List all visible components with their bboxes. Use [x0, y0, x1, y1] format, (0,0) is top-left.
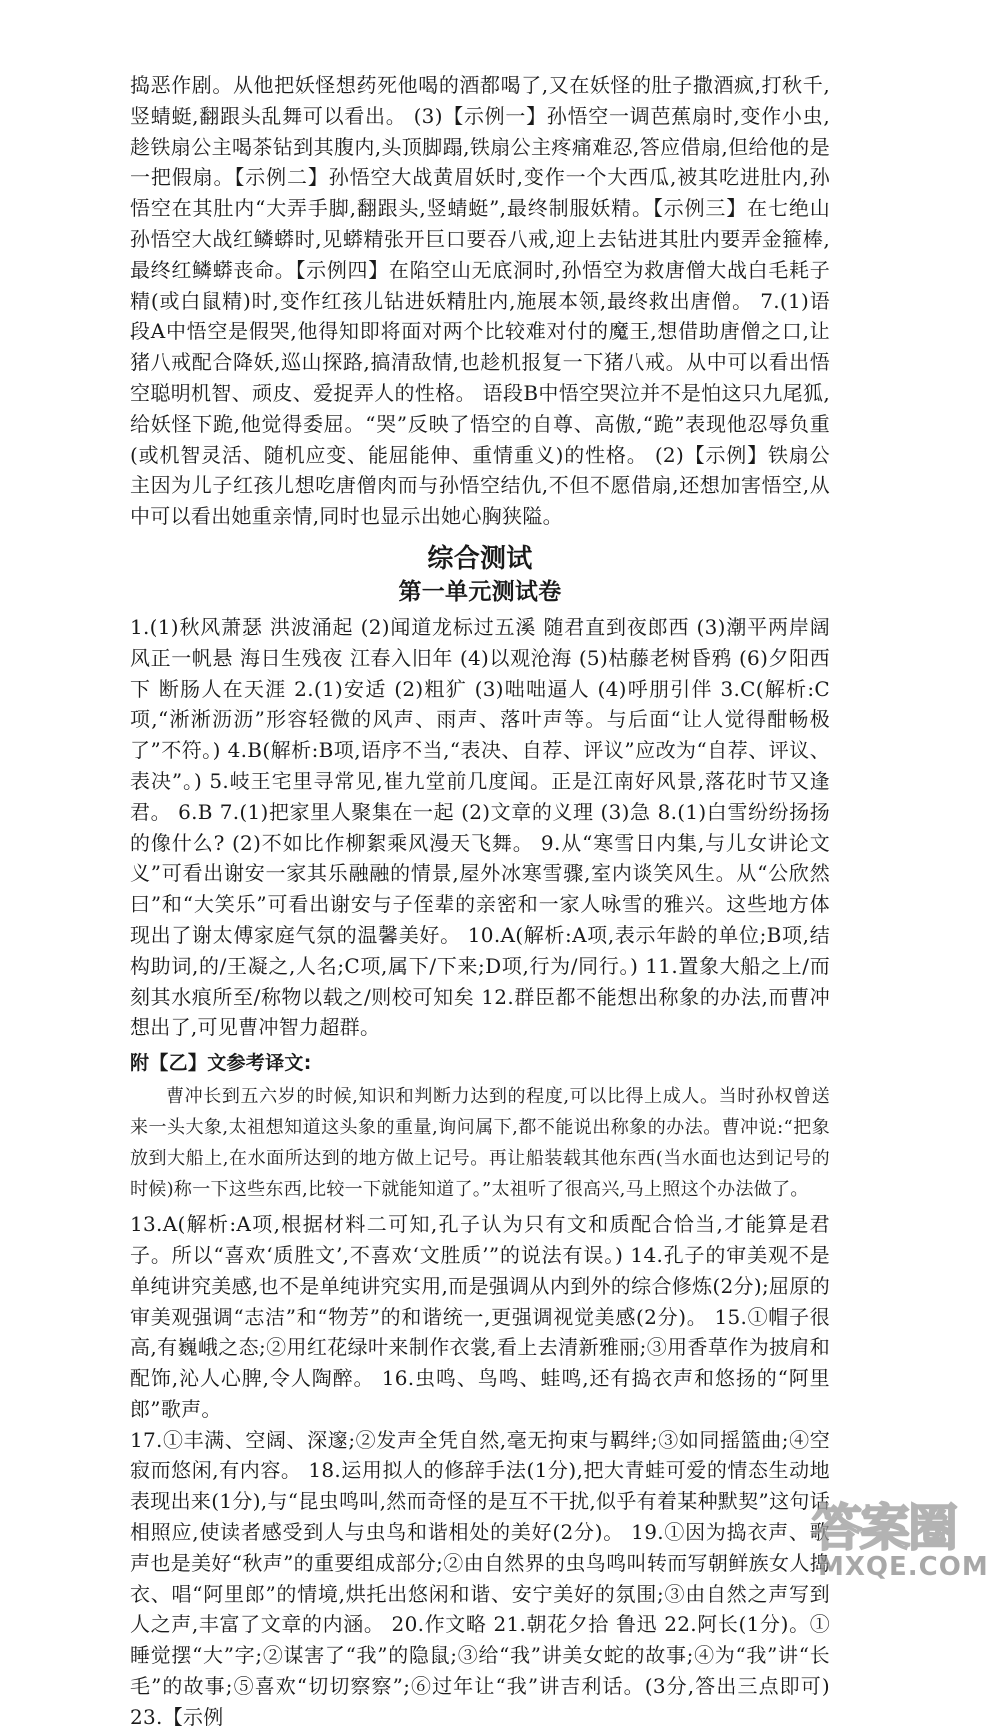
watermark-url: MXQE.COM: [818, 1552, 989, 1582]
watermark-logo-text: 答案圈: [812, 1499, 956, 1557]
appendix-label: 附【乙】文参考译文:: [130, 1052, 312, 1075]
watermark-logo: [812, 1488, 989, 1584]
answers-block-3: 17.①丰满、空阔、深邃;②发声全凭自然,毫无拘束与羁绊;③如同摇篮曲;④空寂而悠闲,有内容。 18.运用拟人的修辞手法(1分),把大青蛙可爱的情态生动地表现出来(1分),与“昆虫鸣叫,然而奇怪的是互不干扰,似乎有着某种默契”这句话相照应,使读者感受到人与虫鸟和谐相处的美好(2分)。 19.①因为捣衣声、歌声也是美好“秋声”的重要组成部分;②由自然界的虫鸟鸣叫转而写朝鲜族女人捣衣、唱“阿里郎”的情境,烘托出悠闲和谐、安宁美好的氛围;③由自然之声写到人之声,丰富了文章的内涵。 20.作文略 21.朝花夕拾 鲁迅 22.阿长(1分)。①睡觉摆“大”字;②谋害了“我”的隐鼠;③给“我”讲美女蛇的故事;④为“我”讲“长毛”的故事;⑤喜欢“切切察察”;⑥过年让“我”讲吉利话。(3分,答出三点即可) 23.【示例: [130, 1427, 830, 1729]
translation-text: 曹冲长到五六岁的时候,知识和判断力达到的程度,可以比得上成人。当时孙权曾送来一头大象,太祖想知道这头象的重量,询问属下,都不能说出称象的办法。曹冲说:“把象放到大船上,在水面所达到的地方做上记号。再让船装载其他东西(当水面也达到记号的时候)称一下这些东西,比较一下就能知道了。”太祖听了很高兴,马上照这个办法做了。: [130, 1086, 830, 1201]
section-title: 综合测试: [427, 543, 533, 574]
intro-paragraph: 捣恶作剧。从他把妖怪想药死他喝的酒都喝了,又在妖怪的肚子撒酒疯,打秋千,竖蜻蜓,翻跟头乱舞可以看出。 (3)【示例一】孙悟空一调芭蕉扇时,变作小虫,趁铁扇公主喝茶钻到其腹内,头顶脚蹋,铁扇公主疼痛难忍,答应借扇,但给他的是一把假扇。【示例二】孙悟空大战黄眉妖时,变作一个大西瓜,被其吃进肚内,孙悟空在其肚内“大弄手脚,翻跟头,竖蜻蜓”,最终制服妖精。【示例三】在七绝山孙悟空大战红鳞蟒时,见蟒精张开巨口要吞八戒,迎上去钻进其肚内要弄金箍棒,最终红鳞蟒丧命。【示例四】在陷空山无底洞时,孙悟空为救唐僧大战白毛耗子精(或白鼠精)时,变作红孩儿钻进妖精肚内,施展本领,最终救出唐僧。 7.(1)语段A中悟空是假哭,他得知即将面对两个比较难对付的魔王,想借助唐僧之口,让猪八戒配合降妖,巡山探路,搞清敌情,也趁机报复一下猪八戒。从中可以看出悟空聪明机智、顽皮、爱捉弄人的性格。 语段B中悟空哭泣并不是怕这只九尾狐,给妖怪下跪,他觉得委屈。“哭”反映了悟空的自尊、高傲,“跪”表现他忍辱负重(或机智灵活、随机应变、能屈能伸、重情重义)的性格。 (2)【示例】铁扇公主因为儿子红孩儿想吃唐僧肉而与孙悟空结仇,不但不愿借扇,还想加害悟空,从中可以看出她重亲情,同时也显示出她心胸狭隘。: [130, 73, 830, 529]
answers-block-2: 13.A(解析:A项,根据材料二可知,孔子认为只有文和质配合恰当,才能算是君子。所以“喜欢‘质胜文’,不喜欢‘文胜质’”的说法有误。) 14.孔子的审美观不是单纯讲究美感,也不是单纯讲究实用,而是强调从内到外的综合修炼(2分);屈原的审美观强调“志洁”和“物芳”的和谐统一,更强调视觉美感(2分)。 15.①帽子很高,有巍峨之态;②用红花绿叶来制作衣裳,看上去清新雅丽;③用香草作为披肩和配饰,沁人心脾,令人陶醉。 16.虫鸣、鸟鸣、蛙鸣,还有捣衣声和悠扬的“阿里郎”歌声。: [130, 1212, 830, 1421]
unit-title: 第一单元测试卷: [398, 578, 562, 605]
answer-page: [130, 70, 830, 1733]
answers-block-1: 1.(1)秋风萧瑟 洪波涌起 (2)闻道龙标过五溪 随君直到夜郎西 (3)潮平两岸阔 风正一帆悬 海日生残夜 江春入旧年 (4)以观沧海 (5)枯藤老树昏鸦 (6)夕阳西下 断肠人在天涯 2.(1)安适 (2)粗犷 (3)咄咄逼人 (4)呼朋引伴 3.C(解析:C项,“淅淅沥沥”形容轻微的风声、雨声、落叶声等。与后面“让人觉得酣畅极了”不符。) 4.B(解析:B项,语序不当,“表决、自荐、评议”应改为“自荐、评议、表决”。) 5.岐王宅里寻常见,崔九堂前几度闻。正是江南好风景,落花时节又逢君。 6.B 7.(1)把家里人聚集在一起 (2)文章的义理 (3)急 8.(1)白雪纷纷扬扬的像什么? (2)不如比作柳絮乘风漫天飞舞。 9.从“寒雪日内集,与儿女讲论文义”可看出谢安一家其乐融融的情景,屋外冰寒雪骤,室内谈笑风生。从“公欣然曰”和“大笑乐”可看出谢安与子侄辈的亲密和一家人咏雪的雅兴。这些地方体现出了谢太傅家庭气氛的温馨美好。 10.A(解析:A项,表示年龄的单位;B项,结构助词,的/王凝之,人名;C项,属下/下来;D项,行为/同行。) 11.置象大船之上/而刻其水痕所至/称物以载之/则校可知矣 12.群臣都不能想出称象的办法,而曹冲想出了,可见曹冲智力超群。: [130, 614, 830, 1040]
